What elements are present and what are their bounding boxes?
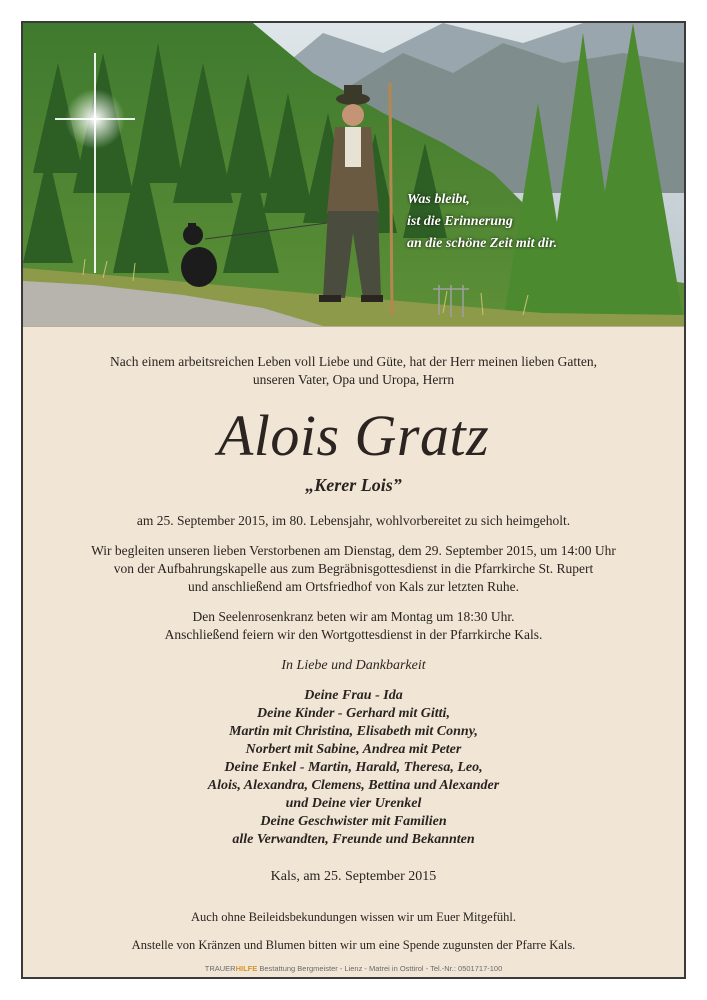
family-list xyxy=(23,687,684,849)
motto-line: ist die Erinnerung xyxy=(407,214,513,229)
brand-hilfe: HILFE xyxy=(235,964,258,973)
memorial-photo xyxy=(23,23,684,327)
brand-trauer: TRAUER xyxy=(204,964,236,973)
condolence-note: Auch ohne Beileidsbekundungen wissen wir um Euer Mitgefühl. xyxy=(191,910,516,924)
undertaker-contact: Bestattung Bergmeister - Lienz - Matrei in Osttirol - Tel.-Nr.: 0501717-100 xyxy=(259,964,503,973)
motto-line: an die schöne Zeit mit dir. xyxy=(407,236,558,251)
family-line: und Deine vier Urenkel xyxy=(285,796,422,811)
love-heading: In Liebe und Dankbarkeit xyxy=(281,658,426,673)
family-line: Deine Kinder - Gerhard mit Gitti, xyxy=(257,706,450,721)
rosary-text xyxy=(23,608,684,644)
family-line: Deine Geschwister mit Familien xyxy=(260,814,447,829)
intro-line: unseren Vater, Opa und Uropa, Herrn xyxy=(252,372,455,387)
service-line: und anschließend am Ortsfriedhof von Kals zur letzten Ruhe. xyxy=(187,579,520,594)
rosary-line: Anschließend feiern wir den Wortgottesdienst in der Pfarrkirche Kals. xyxy=(164,627,543,642)
undertaker-footer xyxy=(23,964,684,973)
family-line: Deine Enkel - Martin, Harald, Theresa, Leo, xyxy=(224,760,483,775)
service-line: von der Aufbahrungskapelle aus zum Begräbnisgottesdienst in die Pfarrkirche St. Rupert xyxy=(113,561,594,576)
obituary-text xyxy=(23,326,684,954)
memorial-motto xyxy=(407,189,647,255)
family-line: Deine Frau - Ida xyxy=(304,688,403,703)
family-line: alle Verwandten, Freunde und Bekannten xyxy=(232,832,475,847)
obituary-card xyxy=(21,21,686,979)
deceased-name: Alois Gratz xyxy=(217,403,490,468)
motto-line: Was bleibt, xyxy=(407,192,470,207)
rosary-line: Den Seelenrosenkranz beten wir am Montag um 18:30 Uhr. xyxy=(192,609,515,624)
nickname: „Kerer Lois” xyxy=(305,475,402,495)
family-line: Alois, Alexandra, Clemens, Bettina und Alexander xyxy=(207,778,500,793)
intro-line: Nach einem arbeitsreichen Leben voll Liebe und Güte, hat der Herr meinen lieben Gatten, xyxy=(110,354,597,369)
intro-text xyxy=(23,353,684,389)
donation-note: Anstelle von Kränzen und Blumen bitten wir um eine Spende zugunsten der Pfarre Kals. xyxy=(131,938,576,952)
death-statement: am 25. September 2015, im 80. Lebensjahr, wohlvorbereitet zu sich heimgeholt. xyxy=(136,513,571,528)
family-line: Martin mit Christina, Elisabeth mit Conny, xyxy=(229,724,478,739)
family-line: Norbert mit Sabine, Andrea mit Peter xyxy=(245,742,462,757)
service-line: Wir begleiten unseren lieben Verstorbenen am Dienstag, dem 29. September 2015, um 14:00 Uhr xyxy=(91,543,616,558)
date-place: Kals, am 25. September 2015 xyxy=(270,869,437,884)
funeral-service-text xyxy=(23,542,684,596)
